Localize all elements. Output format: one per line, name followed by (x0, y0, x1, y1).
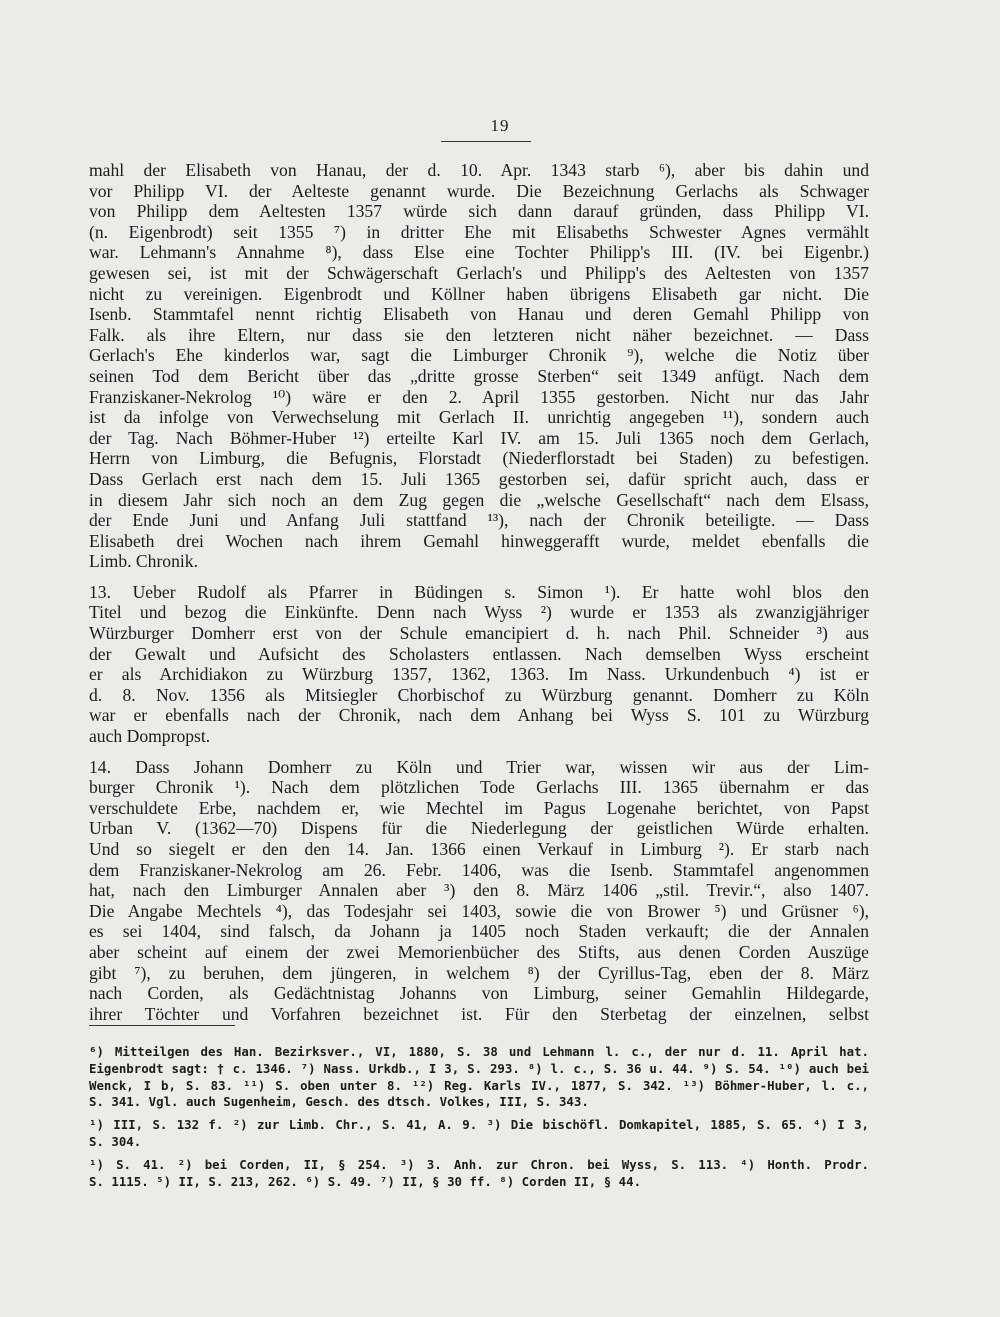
footnote-line: S. 1115. ⁵) II, S. 213, 262. ⁶) S. 49. ⁷) II, § 30 ff. ⁸) Corden II, § 44. (89, 1173, 642, 1189)
body-line: 13. Ueber Rudolf als Pfarrer in Büdingen s. Simon ¹). Er hatte wohl blos den (89, 581, 869, 602)
body-line: vor Philipp VI. der Aelteste genannt wurde. Die Bezeichnung Gerlachs als Schwager (89, 180, 869, 201)
footnote-line: ⁶) Mitteilgen des Han. Bezirksver., VI, 1880, S. 38 und Lehmann l. c., der nur d. 11. April hat. (89, 1044, 869, 1059)
body-line: gibt ⁷), zu beruhen, dem jüngeren, in welchem ⁸) der Cyrillus-Tag, eben der 8. März (89, 962, 869, 983)
paragraph-gap (89, 572, 869, 582)
body-line: es sei 1404, sind falsch, da Johann ja 1405 noch Staden verkauft; die der Annalen (89, 921, 869, 942)
body-line: Titel und bezog die Einkünfte. Denn nach Wyss ²) wurde er 1353 als zwanzigjähriger (89, 602, 869, 623)
footnote-separator (89, 1025, 235, 1026)
body-line: ihrer Töchter und Vorfahren bezeichnet ist. Für den Sterbetag der einzelnen, selbst (89, 1003, 869, 1024)
body-line: gewesen sei, ist mit der Schwägerschaft Gerlach's und Philipp's des Aeltesten von 1357 (89, 262, 869, 283)
body-line: Urban V. (1362—70) Dispens für die Niederlegung der geistlichen Würde erhalten. (89, 818, 869, 839)
body-line: Isenb. Stammtafel nennt richtig Elisabeth von Hanau und deren Gemahl Philipp von (89, 304, 869, 325)
footnote-line: S. 341. Vgl. auch Sugenheim, Gesch. des dtsch. Volkes, III, S. 343. (89, 1094, 589, 1110)
body-line: der Gewalt und Aufsicht des Scholasters entlassen. Nach demselben Wyss erscheint (89, 643, 869, 664)
body-line: Würzburger Domherr erst von der Schule emancipiert d. h. nach Phil. Schneider ³) aus (89, 623, 869, 644)
page-number: 19 (490, 116, 510, 135)
body-line: Gerlach's Ehe kinderlos war, sagt die Limburger Chronik ⁹), welche die Notiz über (89, 345, 869, 366)
body-line: nach Corden, als Gedächtnistag Johanns von Limburg, seiner Gemahlin Hildegarde, (89, 983, 869, 1004)
body-line: von Philipp dem Aeltesten 1357 würde sich dann darauf gründen, dass Philipp VI. (89, 201, 869, 222)
paragraph-gap (89, 747, 869, 757)
body-line: der Tag. Nach Böhmer-Huber ¹²) erteilte Karl IV. am 15. Juli 1365 noch dem Gerlach, (89, 427, 869, 448)
footnote-line: ¹) III, S. 132 f. ²) zur Limb. Chr., S. 41, A. 9. ³) Die bischöfl. Domkapitel, 1885, S. 65. ⁴) I 3, (89, 1117, 869, 1133)
body-line: 14. Dass Johann Domherr zu Köln und Trier war, wissen wir aus der Lim- (89, 756, 869, 777)
body-line: Dass Gerlach erst nach dem 15. Juli 1365 gestorben sei, dafür spricht auch, dass er (89, 468, 869, 489)
body-line: war er ebenfalls nach der Chronik, nach dem Anhang bei Wyss S. 101 zu Würzburg (89, 705, 869, 726)
body-text (89, 160, 869, 1024)
footnote-line: ¹) S. 41. ²) bei Corden, II, § 254. ³) 3. Anh. zur Chron. bei Wyss, S. 113. ⁴) Honth. Prodr. (89, 1156, 869, 1172)
body-line: der Ende Juni und Anfang Juli stattfand ¹³), nach der Chronik beteiligte. — Dass (89, 510, 869, 531)
footnotes (89, 1044, 869, 1190)
footnote-line: Wenck, I b, S. 83. ¹¹) S. oben unter 8. ¹²) Reg. Karls IV., 1877, S. 342. ¹³) Böhmer-Huber, l. c., (89, 1077, 869, 1093)
body-line: Franziskaner-Nekrolog ¹⁰) wäre er den 2. April 1355 gestorben. Nicht nur das Jahr (89, 386, 869, 407)
body-line: ist da infolge von Verwechselung mit Gerlach II. unrichtig angegeben ¹¹), sondern auch (89, 407, 869, 428)
body-line: in diesem Jahr sich noch an dem Zug gegen die „welsche Gesellschaft“ nach dem Elsass, (89, 489, 869, 510)
page-number-rule (441, 141, 531, 142)
body-line: hat, nach den Limburger Annalen aber ³) den 8. März 1406 „stil. Trevir.“, also 1407. (89, 880, 869, 901)
footnote-line: Eigenbrodt sagt: † c. 1346. ⁷) Nass. Urkdb., I 3, S. 293. ⁸) l. c., S. 36 u. 44. ⁹) S. 54. ¹⁰) auch bei (89, 1060, 869, 1076)
footnote-line: S. 304. (89, 1133, 142, 1149)
body-line: dem Franziskaner-Nekrolog am 26. Febr. 1406, was die Isenb. Stammtafel angenommen (89, 859, 869, 880)
body-line: d. 8. Nov. 1356 als Mitsiegler Chorbischof zu Würzburg genannt. Domherr zu Köln (89, 684, 869, 705)
body-line: auch Dompropst. (89, 726, 211, 747)
body-line: (n. Eigenbrodt) seit 1355 ⁷) in dritter Ehe mit Elisabeths Schwester Agnes vermählt (89, 221, 869, 242)
body-line: war. Lehmann's Annahme ⁸), dass Else eine Tochter Philipp's III. (IV. bei Eigenbr.) (89, 242, 869, 263)
body-line: burger Chronik ¹). Nach dem plötzlichen Tode Gerlachs III. 1365 übernahm er das (89, 777, 869, 798)
body-line: Limb. Chronik. (89, 551, 198, 572)
body-line: Und so siegelt er den den 14. Jan. 1366 einen Verkauf in Limburg ²). Er starb nach (89, 839, 869, 859)
body-line: Falk. als ihre Eltern, nur dass sie den letzteren nicht näher bezeichnet. — Dass (89, 324, 869, 345)
body-line: er als Archidiakon zu Würzburg 1357, 1362, 1363. Im Nass. Urkundenbuch ⁴) ist er (89, 664, 869, 685)
body-line: aber scheint auf einem der zwei Memorienbücher des Stifts, aus denen Corden Auszüge (89, 941, 869, 962)
body-line: seinen Tod dem Bericht über das „dritte grosse Sterben“ seit 1349 anfügt. Nach dem (89, 365, 869, 386)
body-line: Elisabeth drei Wochen nach ihrem Gemahl hinweggerafft wurde, meldet ebenfalls die (89, 530, 869, 551)
body-line: mahl der Elisabeth von Hanau, der d. 10. Apr. 1343 starb ⁶), aber bis dahin und (89, 160, 869, 180)
body-line: nicht zu vereinigen. Eigenbrodt und Köllner haben übrigens Elisabeth gar nicht. Die (89, 283, 869, 304)
body-line: verschuldete Erbe, nachdem er, wie Mechtel im Pagus Logenahe berichtet, von Papst (89, 797, 869, 818)
body-line: Die Angabe Mechtels ⁴), das Todesjahr sei 1403, sowie die von Brower ⁵) und Grüsner ⁶), (89, 900, 869, 921)
body-line: Herrn von Limburg, die Befugnis, Florstadt (Niederflorstadt bei Staden) zu befestigen. (89, 448, 869, 469)
